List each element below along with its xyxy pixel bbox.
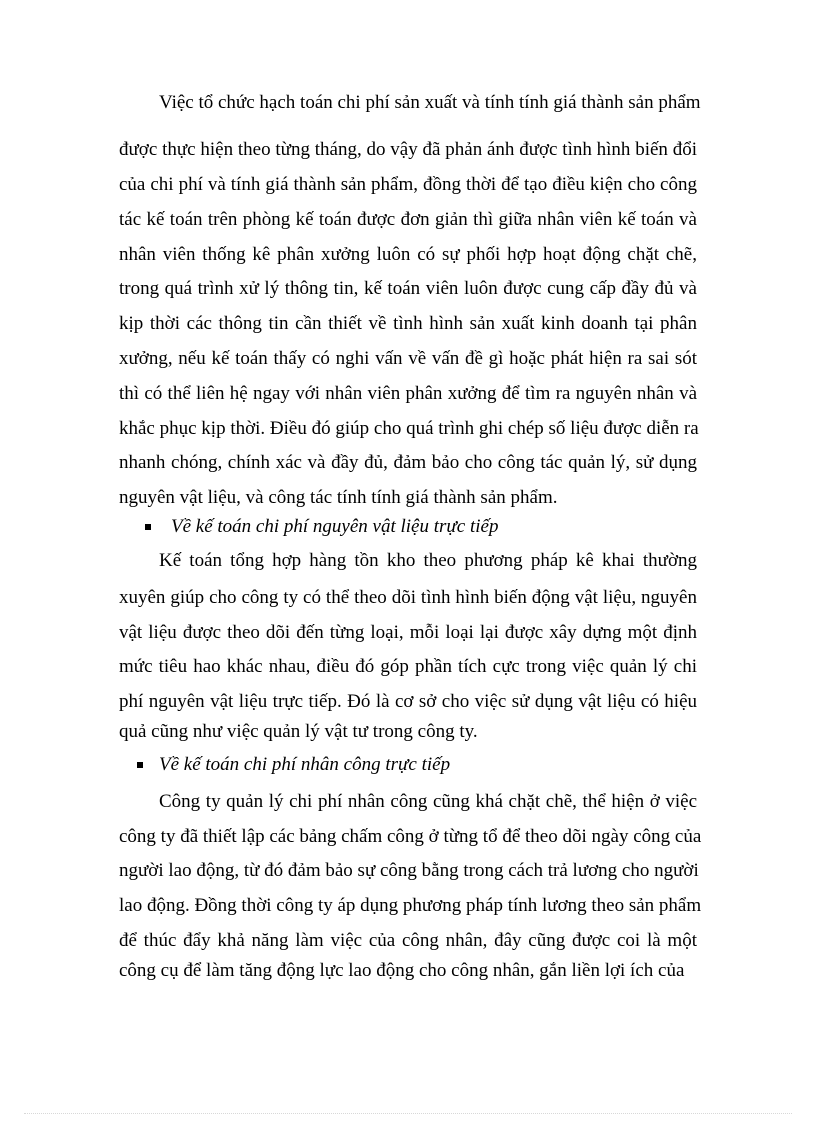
- square-bullet-icon: [145, 524, 151, 530]
- section-heading-text: Về kế toán chi phí nguyên vật liệu trực tiếp: [171, 516, 499, 537]
- paragraph-line: được thực hiện theo từng tháng, do vậy đã phản ánh được tình hình biến đổi: [119, 139, 697, 160]
- paragraph-line: Kế toán tổng hợp hàng tồn kho theo phương pháp kê khai thường: [159, 550, 697, 571]
- paragraph-line: phí nguyên vật liệu trực tiếp. Đó là cơ sở cho việc sử dụng vật liệu có hiệu: [119, 691, 697, 712]
- paragraph-line: kịp thời các thông tin cần thiết về tình hình sản xuất kinh doanh tại phân: [119, 313, 697, 334]
- page-bottom-divider: [24, 1113, 792, 1114]
- section-heading-direct-labor: [137, 752, 697, 778]
- paragraph-line: công cụ để làm tăng động lực lao động cho công nhân, gắn liền lợi ích của: [119, 960, 685, 981]
- paragraph-line: khắc phục kịp thời. Điều đó giúp cho quá trình ghi chép số liệu được diễn ra: [119, 418, 699, 439]
- paragraph-line: xuyên giúp cho công ty có thể theo dõi tình hình biến động vật liệu, nguyên: [119, 587, 697, 608]
- paragraph-line: tác kế toán trên phòng kế toán được đơn giản thì giữa nhân viên kế toán và: [119, 209, 697, 230]
- paragraph-line: của chi phí và tính giá thành sản phẩm, đồng thời để tạo điều kiện cho công: [119, 174, 697, 195]
- square-bullet-icon: [137, 762, 143, 768]
- paragraph-line: thì có thể liên hệ ngay với nhân viên phân xưởng để tìm ra nguyên nhân và: [119, 383, 697, 404]
- paragraph-line: xưởng, nếu kế toán thấy có nghi vấn về vấn đề gì hoặc phát hiện ra sai sót: [119, 348, 697, 369]
- paragraph-line: lao động. Đồng thời công ty áp dụng phương pháp tính lương theo sản phẩm: [119, 895, 702, 916]
- paragraph-line: người lao động, từ đó đảm bảo sự công bằng trong cách trả lương cho người: [119, 860, 699, 881]
- paragraph-line: mức tiêu hao khác nhau, điều đó góp phần tích cực trong việc quản lý chi: [119, 656, 697, 677]
- section-heading-text: Về kế toán chi phí nhân công trực tiếp: [159, 754, 451, 775]
- paragraph-line: Việc tổ chức hạch toán chi phí sản xuất và tính tính giá thành sản phẩm: [159, 92, 701, 113]
- section-heading-raw-materials: [145, 514, 705, 540]
- paragraph-line: nhân viên thống kê phân xưởng luôn có sự phối hợp hoạt động chặt chẽ,: [119, 244, 697, 265]
- paragraph-line: nhanh chóng, chính xác và đầy đủ, đảm bảo cho công tác quản lý, sử dụng: [119, 452, 697, 473]
- paragraph-line: trong quá trình xử lý thông tin, kế toán viên luôn được cung cấp đầy đủ và: [119, 278, 697, 299]
- paragraph-line: công ty đã thiết lập các bảng chấm công ở từng tổ để theo dõi ngày công của: [119, 826, 702, 847]
- paragraph-line: quả cũng như việc quản lý vật tư trong công ty.: [119, 721, 478, 742]
- paragraph-line: nguyên vật liệu, và công tác tính tính giá thành sản phẩm.: [119, 487, 558, 508]
- paragraph-line: để thúc đẩy khả năng làm việc của công nhân, đây cũng được coi là một: [119, 930, 697, 951]
- paragraph-line: Công ty quản lý chi phí nhân công cũng khá chặt chẽ, thể hiện ở việc: [159, 791, 697, 812]
- paragraph-line: vật liệu được theo dõi đến từng loại, mỗi loại lại được xây dựng một định: [119, 622, 697, 643]
